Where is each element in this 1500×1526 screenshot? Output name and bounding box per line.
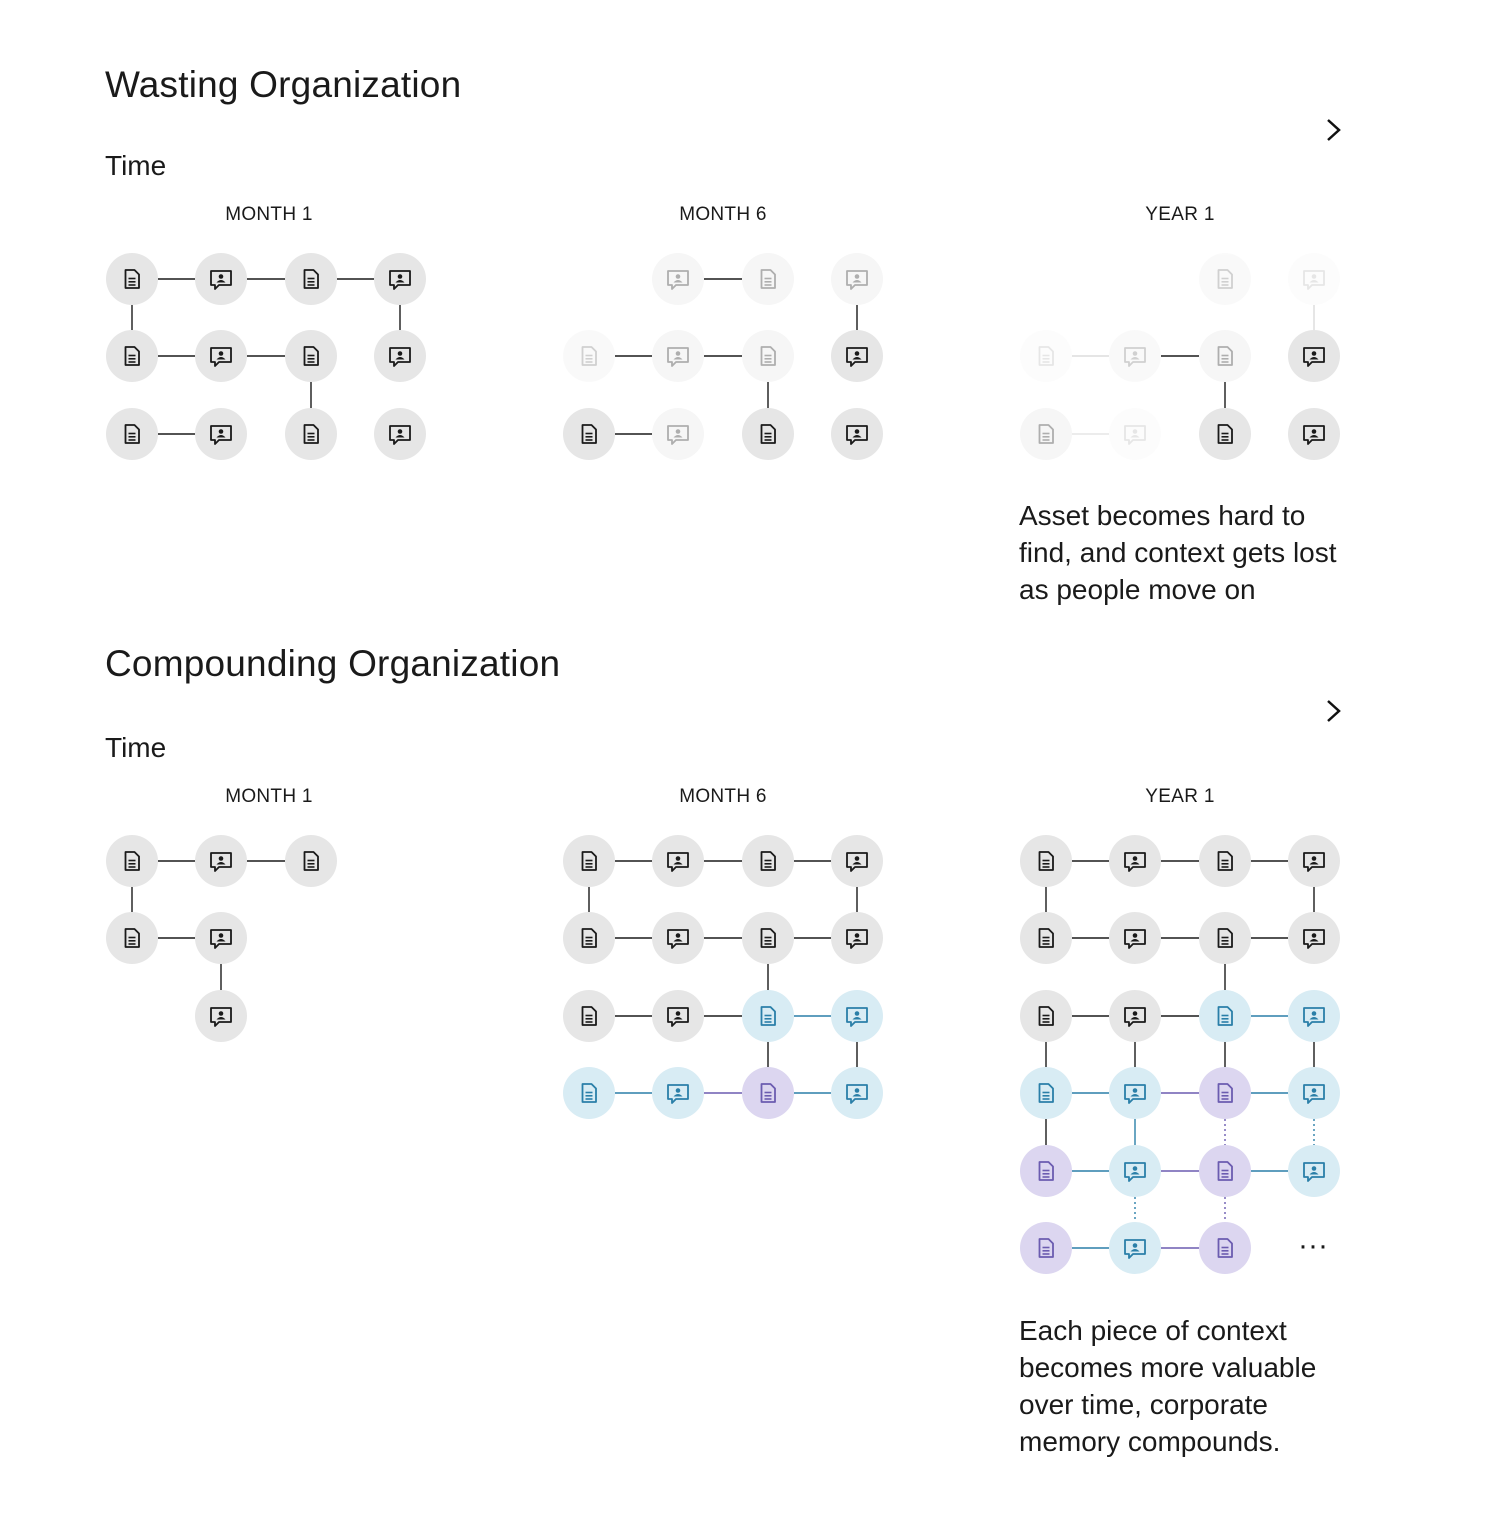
comment-node	[1288, 990, 1340, 1042]
document-node	[563, 330, 615, 382]
comment-node	[195, 835, 247, 887]
compounding-title: Compounding Organization	[105, 643, 561, 684]
comment-node	[1288, 1067, 1340, 1119]
comment-node	[374, 253, 426, 305]
comment-node	[652, 912, 704, 964]
document-node	[1199, 912, 1251, 964]
document-node	[742, 990, 794, 1042]
comment-node	[1288, 408, 1340, 460]
document-node	[1199, 990, 1251, 1042]
comment-node	[1288, 253, 1340, 305]
comment-node	[1288, 912, 1340, 964]
document-node	[1020, 330, 1072, 382]
document-node	[563, 1067, 615, 1119]
document-node	[1020, 835, 1072, 887]
document-node	[106, 253, 158, 305]
document-node	[742, 1067, 794, 1119]
comment-node	[1109, 1067, 1161, 1119]
comment-node	[831, 408, 883, 460]
period-label-month1: MONTH 1	[225, 786, 313, 807]
comment-node	[831, 912, 883, 964]
comment-node	[831, 1067, 883, 1119]
document-node	[1020, 912, 1072, 964]
comment-node	[1109, 990, 1161, 1042]
comment-node	[831, 330, 883, 382]
comment-node	[652, 1067, 704, 1119]
comment-node	[1109, 835, 1161, 887]
document-node	[285, 835, 337, 887]
document-node	[742, 912, 794, 964]
document-node	[106, 330, 158, 382]
document-node	[1020, 990, 1072, 1042]
comment-node	[1288, 1145, 1340, 1197]
comment-node	[374, 330, 426, 382]
comment-node	[195, 990, 247, 1042]
document-node	[106, 912, 158, 964]
comment-node	[652, 253, 704, 305]
comment-node	[1109, 1145, 1161, 1197]
document-node	[285, 330, 337, 382]
period-label-month6: MONTH 6	[679, 786, 767, 807]
ellipsis-more: ···	[1298, 1229, 1328, 1262]
wasting-caption: Asset becomes hard to find, and context gets lost as people move on	[1019, 500, 1337, 605]
document-node	[1199, 1145, 1251, 1197]
period-label-month6: MONTH 6	[679, 204, 767, 225]
compounding-caption: Each piece of context becomes more valuable over time, corporate memory compounds.	[1019, 1315, 1317, 1457]
document-node	[1199, 253, 1251, 305]
document-node	[563, 990, 615, 1042]
comment-node	[652, 408, 704, 460]
comment-node	[1288, 330, 1340, 382]
document-node	[1020, 408, 1072, 460]
time-label-wasting: Time	[105, 150, 167, 181]
comment-node	[1109, 1222, 1161, 1274]
comment-node	[831, 990, 883, 1042]
document-node	[563, 912, 615, 964]
document-node	[1199, 1222, 1251, 1274]
document-node	[742, 835, 794, 887]
document-node	[285, 408, 337, 460]
document-node	[1199, 330, 1251, 382]
period-label-year1: YEAR 1	[1145, 204, 1215, 225]
document-node	[106, 835, 158, 887]
document-node	[285, 253, 337, 305]
document-node	[1020, 1145, 1072, 1197]
period-label-month1: MONTH 1	[225, 204, 313, 225]
comment-node	[374, 408, 426, 460]
time-label-compounding: Time	[105, 732, 167, 763]
document-node	[1020, 1222, 1072, 1274]
comment-node	[1288, 835, 1340, 887]
comment-node	[652, 835, 704, 887]
document-node	[563, 835, 615, 887]
comment-node	[195, 253, 247, 305]
document-node	[742, 408, 794, 460]
document-node	[106, 408, 158, 460]
comment-node	[1109, 330, 1161, 382]
comment-node	[652, 330, 704, 382]
comment-node	[195, 912, 247, 964]
document-node	[1199, 1067, 1251, 1119]
comment-node	[652, 990, 704, 1042]
comment-node	[831, 835, 883, 887]
document-node	[563, 408, 615, 460]
document-node	[1199, 408, 1251, 460]
period-label-year1: YEAR 1	[1145, 786, 1215, 807]
document-node	[1020, 1067, 1072, 1119]
comment-node	[1109, 912, 1161, 964]
comment-node	[1109, 408, 1161, 460]
document-node	[1199, 835, 1251, 887]
comment-node	[195, 330, 247, 382]
document-node	[742, 330, 794, 382]
document-node	[742, 253, 794, 305]
comment-node	[831, 253, 883, 305]
wasting-title: Wasting Organization	[105, 64, 462, 105]
comment-node	[195, 408, 247, 460]
